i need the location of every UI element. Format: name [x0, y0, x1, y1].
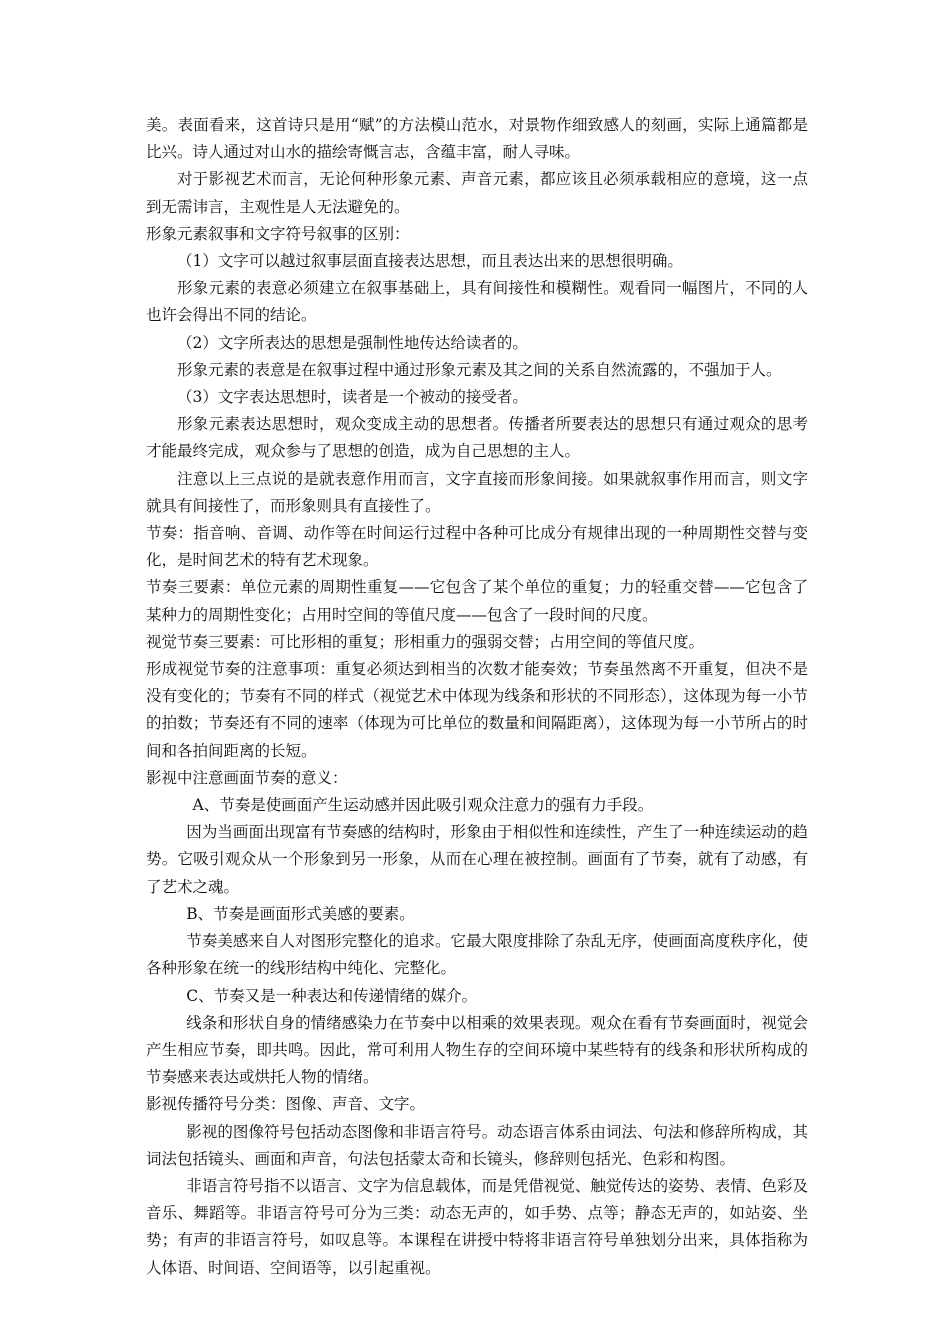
heading-sign-types: 影视传播符号分类：图像、声音、文字。: [146, 1095, 426, 1114]
point-c: C、节奏又是一种表达和传递情绪的媒介。: [186, 986, 478, 1005]
paragraph-image-meaning-1: 形象元素的表意必须建立在叙事基础上，具有间接性和模糊性。观看同一幅图片，不同的人也许会得出不同的结论。: [146, 279, 808, 325]
definition-visual-rhythm: 视觉节奏三要素：可比形相的重复；形相重力的强弱交替；占用空间的等值尺度。: [146, 632, 705, 651]
list-item-1: （1）文字可以越过叙事层面直接表达思想，而且表达出来的思想很明确。: [177, 252, 683, 271]
document-page: [146, 112, 808, 1282]
heading-narrative-difference: 形象元素叙事和文字符号叙事的区别：: [146, 224, 410, 243]
paragraph-image-meaning-2: 形象元素的表意是在叙事过程中通过形象元素及其之间的关系自然流露的，不强加于人。: [177, 360, 782, 379]
paragraph-point-b: 节奏美感来自人对图形完整化的追求。它最大限度排除了杂乱无序，使画面高度秩序化，使各种形象在统一的线形结构中纯化、完整化。: [146, 932, 808, 978]
definition-rhythm: 节奏：指音响、音调、动作等在时间运行过程中各种可比成分有规律出现的一种周期性交替与变化，是时间艺术的特有艺术现象。: [146, 524, 808, 570]
list-item-3: （3）文字表达思想时，读者是一个被动的接受者。: [177, 388, 528, 407]
point-a: A、节奏是使画面产生运动感并因此吸引观众注意力的强有力手段。: [192, 796, 654, 815]
paragraph-nonverbal-signs: 非语言符号指不以语言、文字为信息载体，而是凭借视觉、触觉传达的姿势、表情、色彩及音乐、舞蹈等。非语言符号可分为三类：动态无声的，如手势、点等；静态无声的，如站姿、坐势；有声的非语言符号，如叹息等。本课程在讲授中特将非语言符号单独划分出来，具体指称为人体语、时间语、空间语等，以引起重视。: [146, 1176, 808, 1277]
paragraph-continuation: 美。表面看来，这首诗只是用“赋”的方法模山范水，对景物作细致感人的刻画，实际上通篇都是比兴。诗人通过对山水的描绘寄慨言志，含蕴丰富，耐人寻味。: [146, 116, 808, 162]
paragraph-image-signs: 影视的图像符号包括动态图像和非语言符号。动态语言体系由词法、句法和修辞所构成，其词法包括镜头、画面和声音，句法包括蒙太奇和长镜头，修辞则包括光、色彩和构图。: [146, 1122, 808, 1168]
paragraph-film-art-mood: 对于影视艺术而言，无论何种形象元素、声音元素，都应该且必须承载相应的意境，这一点到无需讳言，主观性是人无法避免的。: [146, 170, 808, 216]
point-b: B、节奏是画面形式美感的要素。: [186, 904, 415, 923]
heading-rhythm-significance: 影视中注意画面节奏的意义：: [146, 768, 348, 787]
paragraph-point-a: 因为当画面出现富有节奏感的结构时，形象由于相似性和连续性，产生了一种连续运动的趋势。它吸引观众从一个形象到另一形象，从而在心理在被控制。画面有了节奏，就有了动感，有了艺术之魂。: [146, 823, 808, 896]
paragraph-visual-rhythm-notes: 形成视觉节奏的注意事项：重复必须达到相当的次数才能奏效；节奏虽然离不开重复，但决不是没有变化的；节奏有不同的样式（视觉艺术中体现为线条和形状的不同形态），这体现为每一小节的拍数；节奏还有不同的速率（体现为可比单位的数量和间隔距离），这体现为每一小节所占的时间和各拍间距离的长短。: [146, 660, 808, 760]
paragraph-note: 注意以上三点说的是就表意作用而言，文字直接而形象间接。如果就叙事作用而言，则文字就具有间接性了，而形象则具有直接性了。: [146, 469, 808, 515]
list-item-2: （2）文字所表达的思想是强制性地传达给读者的。: [177, 333, 528, 352]
paragraph-image-meaning-3: 形象元素表达思想时，观众变成主动的思想者。传播者所要表达的思想只有通过观众的思考才能最终完成，观众参与了思想的创造，成为自己思想的主人。: [146, 415, 808, 461]
definition-rhythm-elements: 节奏三要素：单位元素的周期性重复——它包含了某个单位的重复；力的轻重交替——它包含了某种力的周期性变化；占用时空间的等值尺度——包含了一段时间的尺度。: [146, 578, 808, 624]
paragraph-point-c: 线条和形状自身的情绪感染力在节奏中以相乘的效果表现。观众在看有节奏画面时，视觉会产生相应节奏，即共鸣。因此，常可利用人物生存的空间环境中某些特有的线条和形状所构成的节奏感来表达或烘托人物的情绪。: [146, 1013, 808, 1087]
